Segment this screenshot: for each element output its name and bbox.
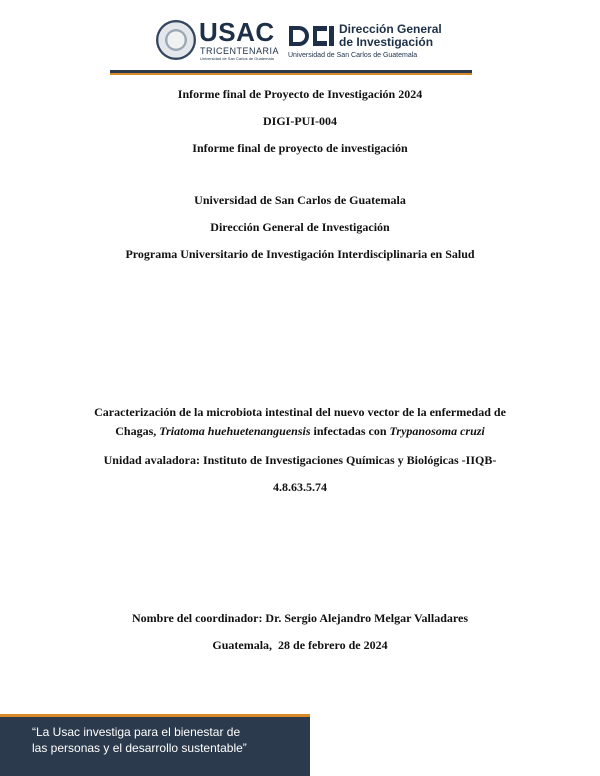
project-title-text: Caracterización de la microbiota intestinal del nuevo vector de la enfermedad de Chagas, — [94, 405, 506, 438]
footer-band-accent — [0, 714, 310, 717]
digi-logo-line2: de Investigación — [339, 35, 434, 49]
footer-quote — [32, 724, 302, 756]
usac-logo-tagline: TRICENTENARIA — [200, 46, 280, 56]
direction-name: Dirección General de Investigación — [210, 220, 390, 234]
project-title — [80, 403, 520, 441]
footer-quote-line1: “La Usac investiga para el bienestar de — [32, 725, 241, 739]
digi-logo — [287, 22, 447, 62]
unit-code: 4.8.63.5.74 — [273, 480, 327, 494]
footer-quote-line2: las personas y el desarrollo sustentable” — [32, 741, 247, 755]
usac-logo-name: USAC — [199, 17, 275, 47]
program-name: Programa Universitario de Investigación Interdisciplinaria en Salud — [125, 247, 475, 261]
page-header — [0, 0, 600, 80]
university-seal-icon — [156, 20, 196, 60]
project-title-parasite: Trypanosoma cruzi — [389, 424, 485, 438]
digi-logo-line3: Universidad de San Carlos de Guatemala — [288, 52, 418, 59]
usac-logo — [156, 17, 280, 64]
coordinator-name: Nombre del coordinador: Dr. Sergio Alejandro Melgar Valladares — [132, 611, 468, 625]
place-date: Guatemala, 28 de febrero de 2024 — [212, 638, 388, 652]
report-type: Informe final de proyecto de investigación — [192, 141, 408, 155]
header-divider-accent — [110, 73, 472, 75]
usac-logo-subtitle: Universidad de San Carlos de Guatemala — [200, 56, 274, 61]
university-name: Universidad de San Carlos de Guatemala — [194, 193, 406, 207]
report-title: Informe final de Proyecto de Investigación 2024 — [177, 87, 423, 101]
endorsing-unit: Unidad avaladora: Instituto de Investigaciones Químicas y Biológicas -IIQB- — [103, 453, 497, 467]
project-title-species: Triatoma huehuetenanguensis — [159, 424, 311, 438]
digi-mark-icon — [287, 24, 337, 48]
digi-logo-line1: Dirección General — [339, 22, 442, 36]
report-code: DIGI-PUI-004 — [263, 114, 337, 128]
project-title-connector: infectadas con — [310, 424, 390, 438]
